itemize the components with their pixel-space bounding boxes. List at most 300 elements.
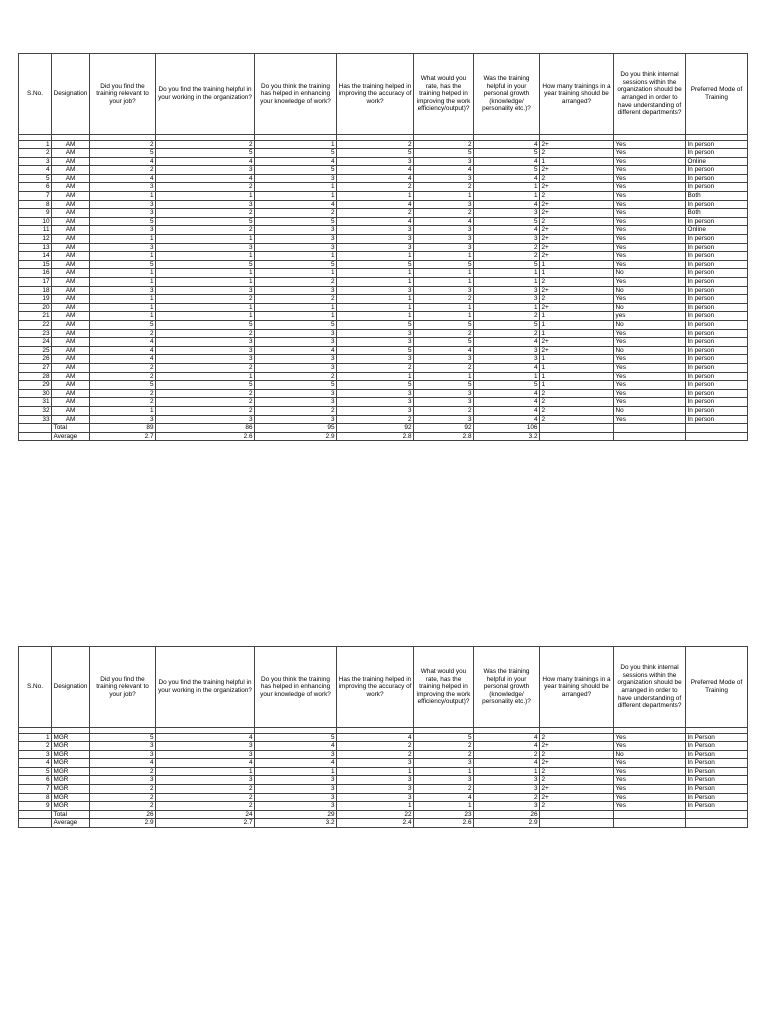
average-row (19, 432, 748, 441)
table-cell: 2 (90, 372, 156, 381)
table-cell (614, 424, 686, 433)
table-cell: Online (686, 157, 748, 166)
table-cell: AM (52, 295, 90, 304)
table-cell: 4 (19, 166, 52, 175)
table-cell: 3 (337, 389, 414, 398)
table-cell: 4 (474, 140, 540, 149)
table-cell: No (614, 269, 686, 278)
table-cell: 5 (255, 217, 337, 226)
table-cell: 1 (337, 295, 414, 304)
table-cell: 5 (474, 320, 540, 329)
table-cell: 5 (255, 149, 337, 158)
total-row (19, 424, 748, 433)
table-cell: In Person (686, 742, 748, 751)
table-cell: 1 (255, 312, 337, 321)
average-row (19, 819, 748, 828)
table-cell: 1 (90, 295, 156, 304)
table-cell: In person (686, 329, 748, 338)
table-cell: AM (52, 389, 90, 398)
table-cell: 3 (90, 243, 156, 252)
table-cell: 2 (414, 742, 474, 751)
table-cell: 3 (19, 750, 52, 759)
table-cell: 3 (90, 776, 156, 785)
table-cell: AM (52, 415, 90, 424)
table-cell: 2 (90, 793, 156, 802)
table-row (19, 278, 748, 287)
table-cell: 1 (414, 372, 474, 381)
table-cell: In Person (686, 776, 748, 785)
table-cell (540, 819, 614, 828)
table-cell: 5 (337, 149, 414, 158)
table-cell: 1 (156, 235, 255, 244)
table-cell: Yes (614, 329, 686, 338)
header-q4: Has the training helped in improving the accuracy of work? (337, 54, 414, 135)
table-row (19, 149, 748, 158)
table-cell: 4 (474, 389, 540, 398)
table-cell: 3 (337, 785, 414, 794)
table-cell: 2 (414, 785, 474, 794)
table-cell: 2.9 (90, 819, 156, 828)
table-cell: Online (686, 226, 748, 235)
table-cell: In person (686, 243, 748, 252)
header-q1: Did you find the training relevant to your job? (90, 647, 156, 728)
table-cell: 2 (474, 252, 540, 261)
table-cell: 3 (337, 398, 414, 407)
table-cell: 4 (474, 338, 540, 347)
table-cell: 1 (540, 372, 614, 381)
table-cell: 5 (337, 260, 414, 269)
table-row (19, 372, 748, 381)
table-cell: 92 (337, 424, 414, 433)
table-cell (614, 810, 686, 819)
table-cell: In person (686, 149, 748, 158)
table-cell: 2 (540, 295, 614, 304)
table-cell: 4 (414, 166, 474, 175)
table-cell: 4 (474, 406, 540, 415)
header-q2: Do you find the training helpful in your working in the organization? (156, 647, 255, 728)
table-cell: 1 (414, 312, 474, 321)
table-cell: 1 (474, 303, 540, 312)
table-cell: 5 (156, 149, 255, 158)
table-cell: 2 (90, 389, 156, 398)
table-cell: AM (52, 363, 90, 372)
table-cell: 2 (156, 329, 255, 338)
table-cell: 5 (90, 260, 156, 269)
table-cell: 92 (414, 424, 474, 433)
table-cell: 22 (19, 320, 52, 329)
table-cell: 30 (19, 389, 52, 398)
table-cell: 5 (90, 217, 156, 226)
mgr-survey-table (18, 646, 748, 828)
table-cell: In person (686, 338, 748, 347)
table-cell: 3 (255, 389, 337, 398)
table-cell: 3 (90, 415, 156, 424)
table-cell: 5 (414, 149, 474, 158)
table-cell: In person (686, 260, 748, 269)
table-cell: 5 (474, 217, 540, 226)
table-cell: 8 (19, 200, 52, 209)
table-cell: 29 (19, 381, 52, 390)
table-row (19, 226, 748, 235)
table-cell: 4 (255, 346, 337, 355)
header-row (19, 647, 748, 728)
table-cell: Yes (614, 381, 686, 390)
table-cell: In person (686, 389, 748, 398)
table-cell (686, 424, 748, 433)
table-cell: No (614, 286, 686, 295)
header-row (19, 54, 748, 135)
table-cell: In person (686, 166, 748, 175)
table-cell: In Person (686, 733, 748, 742)
table-cell: 2 (255, 209, 337, 218)
table-cell: Yes (614, 733, 686, 742)
table-cell: Yes (614, 338, 686, 347)
table-cell: 28 (19, 372, 52, 381)
table-cell: 5 (156, 217, 255, 226)
table-cell: In Person (686, 759, 748, 768)
table-cell: 4 (474, 157, 540, 166)
table-row (19, 389, 748, 398)
table-cell: 3 (255, 785, 337, 794)
table-cell: 1 (90, 269, 156, 278)
header-q6: Was the training helpful in your personal growth (knowledge/ personality etc.)? (474, 647, 540, 728)
table-cell: Yes (614, 149, 686, 158)
table-cell: 2 (540, 802, 614, 811)
table-cell: 3 (90, 286, 156, 295)
header-q6: Was the training helpful in your personal growth (knowledge/ personality etc.)? (474, 54, 540, 135)
table-cell: 3 (156, 243, 255, 252)
table-cell: 1 (337, 269, 414, 278)
table-cell: 4 (156, 174, 255, 183)
table-cell: 3 (474, 209, 540, 218)
table-cell: AM (52, 260, 90, 269)
table-cell: 3 (414, 776, 474, 785)
table-cell: 1 (90, 192, 156, 201)
table-cell: 2 (337, 209, 414, 218)
table-cell: 33 (19, 415, 52, 424)
table-cell: 2 (540, 149, 614, 158)
table-cell: In person (686, 140, 748, 149)
header-sno: S.No. (19, 647, 52, 728)
table-cell: 23 (19, 329, 52, 338)
table-cell: 2+ (540, 303, 614, 312)
header-q5: What would you rate, has the training helped in improving the work efficiency/output)? (414, 54, 474, 135)
table-cell: 1 (337, 303, 414, 312)
table-cell: 4 (474, 398, 540, 407)
table-cell: 2.6 (414, 819, 474, 828)
table-cell: 3 (255, 243, 337, 252)
table-cell: In person (686, 174, 748, 183)
table-cell: 1 (474, 269, 540, 278)
table-cell: 3 (337, 759, 414, 768)
table-cell: 95 (255, 424, 337, 433)
table-cell: Yes (614, 767, 686, 776)
table-cell: AM (52, 243, 90, 252)
table-cell: 1 (474, 767, 540, 776)
table-cell: 2 (19, 149, 52, 158)
table-row (19, 381, 748, 390)
table-cell: AM (52, 166, 90, 175)
header-q5: What would you rate, has the training helped in improving the work efficiency/output)? (414, 647, 474, 728)
table-cell: Yes (614, 192, 686, 201)
table-cell: 3 (90, 226, 156, 235)
header-q7: How many trainings in a year training should be arranged? (540, 54, 614, 135)
table-cell: 2 (540, 192, 614, 201)
table-row (19, 286, 748, 295)
table-cell: yes (614, 312, 686, 321)
header-q1: Did you find the training relevant to your job? (90, 54, 156, 135)
table-cell: 12 (19, 235, 52, 244)
table-cell: Yes (614, 363, 686, 372)
table-cell: 20 (19, 303, 52, 312)
table-cell: 5 (337, 381, 414, 390)
table-row (19, 767, 748, 776)
table-cell: 23 (414, 810, 474, 819)
table-cell: 2 (540, 406, 614, 415)
table-cell: 1 (474, 192, 540, 201)
table-cell: 1 (156, 303, 255, 312)
table-cell: 5 (414, 733, 474, 742)
table-row (19, 303, 748, 312)
table-row (19, 183, 748, 192)
table-cell: AM (52, 372, 90, 381)
table-cell: 26 (90, 810, 156, 819)
table-cell: 3 (255, 226, 337, 235)
table-cell: Yes (614, 166, 686, 175)
table-cell: 2 (540, 750, 614, 759)
table-cell (614, 432, 686, 441)
table-cell: AM (52, 312, 90, 321)
table-cell: Yes (614, 398, 686, 407)
table-cell: 4 (414, 793, 474, 802)
table-cell: 2 (414, 363, 474, 372)
table-cell: 5 (414, 320, 474, 329)
table-cell: 4 (90, 157, 156, 166)
table-cell: 2 (90, 166, 156, 175)
table-cell: 1 (337, 278, 414, 287)
table-cell: 2 (414, 295, 474, 304)
table-cell: Yes (614, 140, 686, 149)
header-q8: Do you think internal sessions within the organization should be arranged in order to have understanding of different departments? (614, 647, 686, 728)
table-cell: Yes (614, 785, 686, 794)
table-cell: 2+ (540, 200, 614, 209)
table-cell: No (614, 346, 686, 355)
table-cell: 1 (156, 372, 255, 381)
table-cell (540, 432, 614, 441)
table-cell: 15 (19, 260, 52, 269)
table-cell: 6 (19, 776, 52, 785)
table-cell: 2 (156, 802, 255, 811)
table-cell: 2 (156, 140, 255, 149)
table-cell: 5 (414, 260, 474, 269)
table-cell: 2.9 (255, 432, 337, 441)
table-cell: Both (686, 209, 748, 218)
table-cell: 32 (19, 406, 52, 415)
table-cell: 1 (255, 303, 337, 312)
table-cell (19, 810, 52, 819)
table-cell: 3 (156, 415, 255, 424)
table-cell: 2.7 (90, 432, 156, 441)
table-cell: AM (52, 286, 90, 295)
table-cell: In person (686, 286, 748, 295)
table-cell: 4 (474, 733, 540, 742)
table-cell: 1 (255, 269, 337, 278)
table-cell: 2 (90, 767, 156, 776)
table-cell: 1 (540, 269, 614, 278)
table-cell: Yes (614, 742, 686, 751)
table-cell: 5 (337, 320, 414, 329)
table-cell: AM (52, 269, 90, 278)
table-cell: 3 (337, 329, 414, 338)
table-cell: 4 (414, 346, 474, 355)
header-q8: Do you think internal sessions within the organization should be arranged in order to have understanding of different departments? (614, 54, 686, 135)
table-cell: 1 (540, 260, 614, 269)
table-cell: MGR (52, 767, 90, 776)
table-cell: 2 (156, 389, 255, 398)
table-cell: 4 (255, 200, 337, 209)
table-cell: 25 (19, 346, 52, 355)
table-cell: 2.8 (414, 432, 474, 441)
table-cell: 3 (90, 200, 156, 209)
header-q7: How many trainings in a year training should be arranged? (540, 647, 614, 728)
table-cell: 3 (156, 286, 255, 295)
header-q9: Preferred Mode of Training (686, 647, 748, 728)
table-cell: 22 (337, 810, 414, 819)
table-cell: 3 (19, 157, 52, 166)
table-cell: 7 (19, 785, 52, 794)
table-cell: 2+ (540, 252, 614, 261)
table-cell: 3 (414, 200, 474, 209)
table-cell: Yes (614, 235, 686, 244)
table-cell: 3 (337, 338, 414, 347)
table-cell: 3 (255, 329, 337, 338)
table-row (19, 398, 748, 407)
table-cell: MGR (52, 742, 90, 751)
table-cell: 3 (414, 759, 474, 768)
table-cell: 2 (90, 398, 156, 407)
table-cell: 2 (337, 742, 414, 751)
table-cell: AM (52, 157, 90, 166)
table-cell: 1 (90, 252, 156, 261)
table-cell: 2 (474, 750, 540, 759)
table-row (19, 174, 748, 183)
table-cell: AM (52, 149, 90, 158)
table-cell: 1 (414, 767, 474, 776)
table-cell: 2+ (540, 166, 614, 175)
table-cell: 3 (337, 776, 414, 785)
table-cell: 4 (474, 226, 540, 235)
table-cell: 2+ (540, 226, 614, 235)
table-cell: 2.9 (474, 819, 540, 828)
table-cell: AM (52, 174, 90, 183)
table-cell: 1 (19, 733, 52, 742)
table-cell: 3.2 (474, 432, 540, 441)
table-cell: 4 (474, 759, 540, 768)
table-cell: 2 (540, 217, 614, 226)
table-cell: In person (686, 269, 748, 278)
table-cell: 2 (255, 406, 337, 415)
table-cell: 4 (414, 217, 474, 226)
table-cell: 3 (255, 235, 337, 244)
table-cell: 3 (156, 166, 255, 175)
table-cell: 5 (90, 149, 156, 158)
table-cell: 5 (474, 166, 540, 175)
table-row (19, 793, 748, 802)
table-cell: AM (52, 320, 90, 329)
table-cell: 3 (474, 355, 540, 364)
table-cell: MGR (52, 733, 90, 742)
table-cell: 4 (156, 733, 255, 742)
table-cell: 2 (337, 140, 414, 149)
table-cell: In person (686, 235, 748, 244)
table-cell: 2+ (540, 759, 614, 768)
table-cell: 1 (540, 157, 614, 166)
table-cell: 1 (414, 802, 474, 811)
table-cell: 5 (156, 320, 255, 329)
table-cell: 1 (337, 802, 414, 811)
table-cell: 14 (19, 252, 52, 261)
table-cell: 3 (156, 346, 255, 355)
table-cell: 2+ (540, 785, 614, 794)
table-cell: Yes (614, 278, 686, 287)
header-q3: Do you think the training has helped in enhancing your knowledge of work? (255, 647, 337, 728)
table-cell: 8 (19, 793, 52, 802)
table-cell: 1 (474, 278, 540, 287)
table-cell: In person (686, 295, 748, 304)
table-cell: 3 (255, 802, 337, 811)
table-cell: Yes (614, 157, 686, 166)
table-row (19, 166, 748, 175)
table-cell: 4 (90, 759, 156, 768)
table-cell: 1 (540, 320, 614, 329)
table-cell: 3 (255, 776, 337, 785)
table-cell: 5 (255, 381, 337, 390)
table-cell: Yes (614, 295, 686, 304)
table-cell: 1 (414, 269, 474, 278)
table-cell: 5 (156, 260, 255, 269)
table-cell: 3 (255, 286, 337, 295)
table-cell: Total (52, 810, 90, 819)
table-cell: 2+ (540, 243, 614, 252)
table-cell: No (614, 750, 686, 759)
table-row (19, 235, 748, 244)
table-cell: 5 (90, 381, 156, 390)
table-cell: 1 (337, 192, 414, 201)
table-cell: Yes (614, 183, 686, 192)
table-cell: 2 (337, 750, 414, 759)
table-cell: 2 (474, 329, 540, 338)
table-cell: 1 (255, 192, 337, 201)
table-row (19, 157, 748, 166)
table-cell: AM (52, 346, 90, 355)
table-cell: 2 (414, 329, 474, 338)
table-cell: 2 (255, 278, 337, 287)
table-cell (540, 810, 614, 819)
table-cell: 2 (540, 767, 614, 776)
table-cell: 5 (90, 320, 156, 329)
table-cell: 3 (414, 235, 474, 244)
table-cell (614, 819, 686, 828)
table-cell: 3 (255, 355, 337, 364)
table-cell: In Person (686, 767, 748, 776)
table-cell: 3 (414, 398, 474, 407)
table-cell: 3 (414, 157, 474, 166)
table-cell: 26 (19, 355, 52, 364)
table-row (19, 329, 748, 338)
table-cell: 17 (19, 278, 52, 287)
table-cell: 2 (19, 742, 52, 751)
table-cell: 2 (156, 398, 255, 407)
